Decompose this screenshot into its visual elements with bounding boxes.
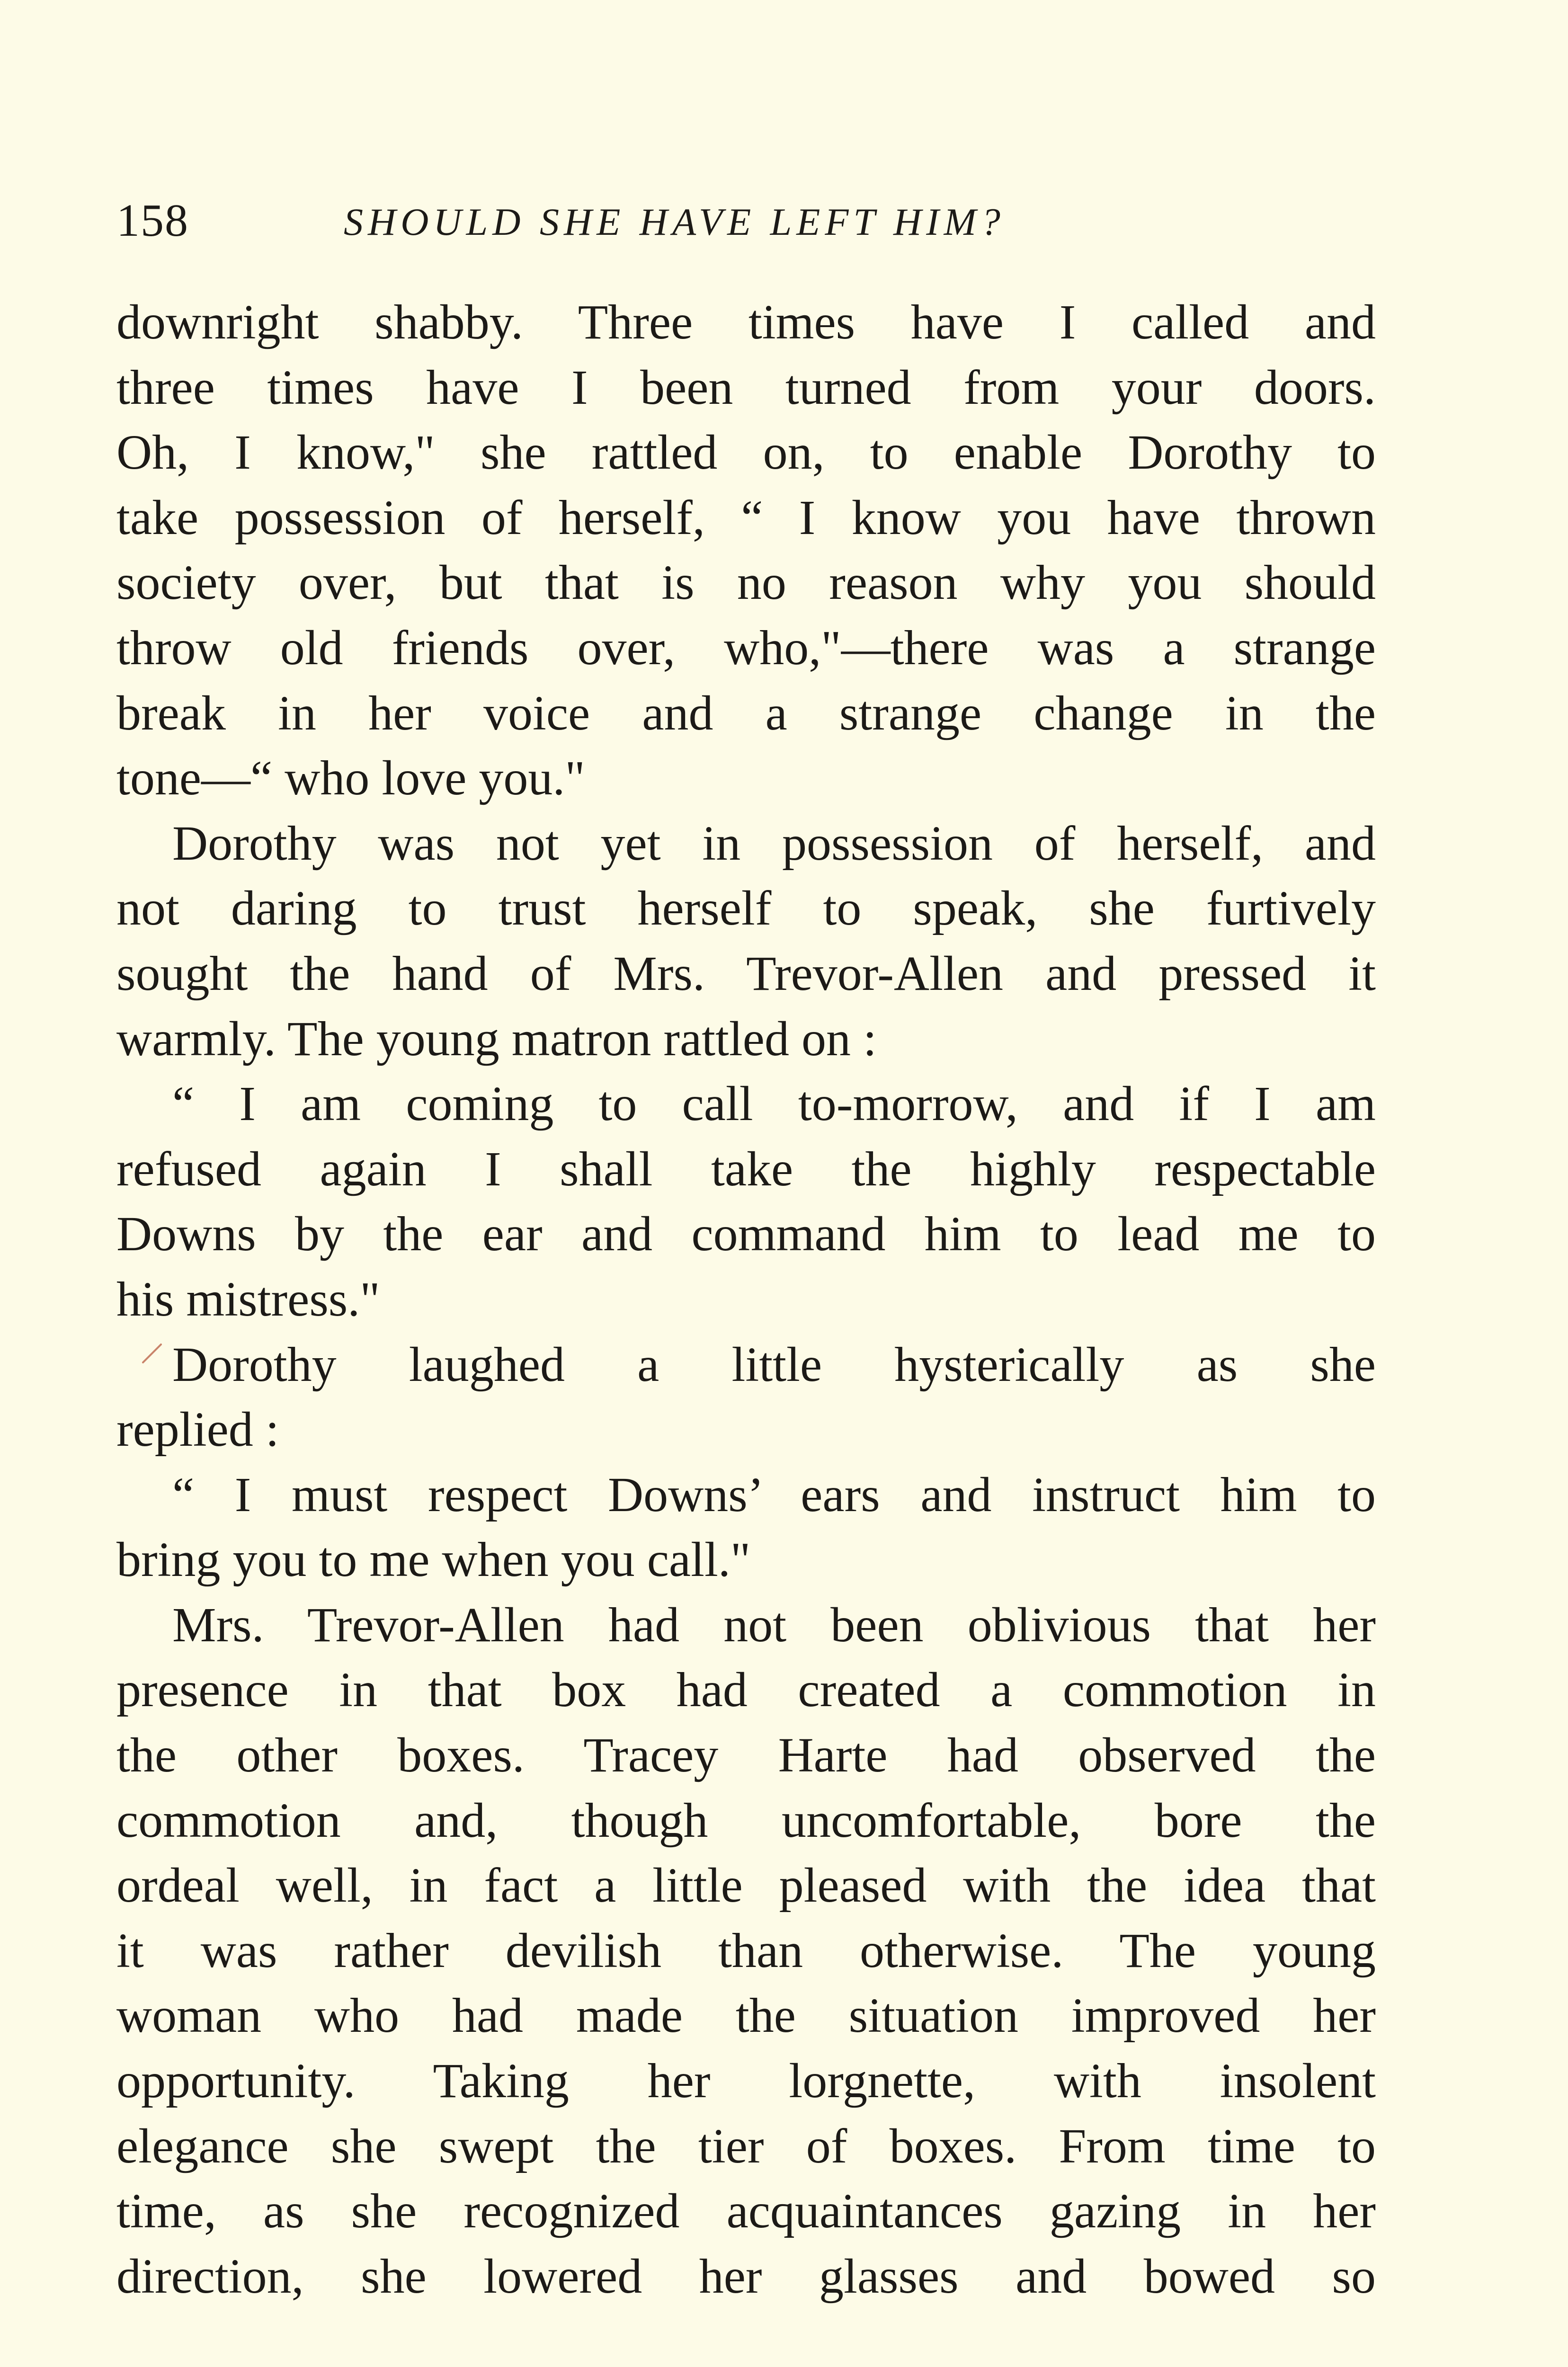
text-line: elegance she swept the tier of boxes. From time to (116, 2118, 1376, 2173)
text-line: ordeal well, in fact a little pleased with the idea that (116, 1858, 1376, 1913)
text-line: bring you to me when you call." (116, 1532, 751, 1587)
text-line: woman who had made the situation improved her (116, 1988, 1376, 2043)
text-line: throw old friends over, who,"—there was a strange (116, 620, 1376, 675)
running-title: SHOULD SHE HAVE LEFT HIM? (344, 200, 1005, 243)
body-text (116, 290, 1376, 2309)
text-line: three times have I been turned from your doors. (116, 360, 1376, 415)
pencil-check-mark (142, 1341, 170, 1369)
text-line: Dorothy was not yet in possession of herself, and (172, 816, 1376, 871)
text-line: take possession of herself, “ I know you have thrown (116, 490, 1376, 545)
text-line: replied : (116, 1402, 279, 1457)
text-line: warmly. The young matron rattled on : (116, 1011, 877, 1066)
text-line: Dorothy laughed a little hysterically as she (172, 1337, 1376, 1392)
text-line: presence in that box had created a commotion in (116, 1663, 1376, 1717)
text-line: not daring to trust herself to speak, she furtively (116, 881, 1376, 936)
text-line: it was rather devilish than otherwise. The young (116, 1923, 1376, 1978)
text-line: downright shabby. Three times have I called and (116, 295, 1376, 349)
text-line: opportunity. Taking her lorgnette, with insolent (116, 2054, 1376, 2109)
text-line: commotion and, though uncomfortable, bore the (116, 1793, 1376, 1848)
text-line: “ I must respect Downs’ ears and instruct him to (172, 1467, 1376, 1522)
page-number: 158 (116, 195, 189, 246)
text-line: Downs by the ear and command him to lead me to (116, 1207, 1376, 1262)
text-line: break in her voice and a strange change in the (116, 685, 1376, 740)
page-header (116, 194, 1376, 265)
text-line: tone—“ who love you." (116, 751, 585, 806)
text-line: time, as she recognized acquaintances gazing in her (116, 2184, 1376, 2239)
text-line: his mistress." (116, 1272, 380, 1326)
text-line: society over, but that is no reason why you should (116, 555, 1376, 610)
text-line: the other boxes. Tracey Harte had observed the (116, 1728, 1376, 1783)
text-line: sought the hand of Mrs. Trevor-Allen and pressed it (116, 946, 1376, 1001)
text-line: Mrs. Trevor-Allen had not been oblivious that her (172, 1597, 1376, 1652)
text-line: Oh, I know," she rattled on, to enable Dorothy to (116, 425, 1376, 480)
text-line: refused again I shall take the highly respectable (116, 1141, 1376, 1196)
text-line: “ I am coming to call to-morrow, and if I am (172, 1077, 1376, 1131)
text-line: direction, she lowered her glasses and bowed so (116, 2249, 1376, 2304)
